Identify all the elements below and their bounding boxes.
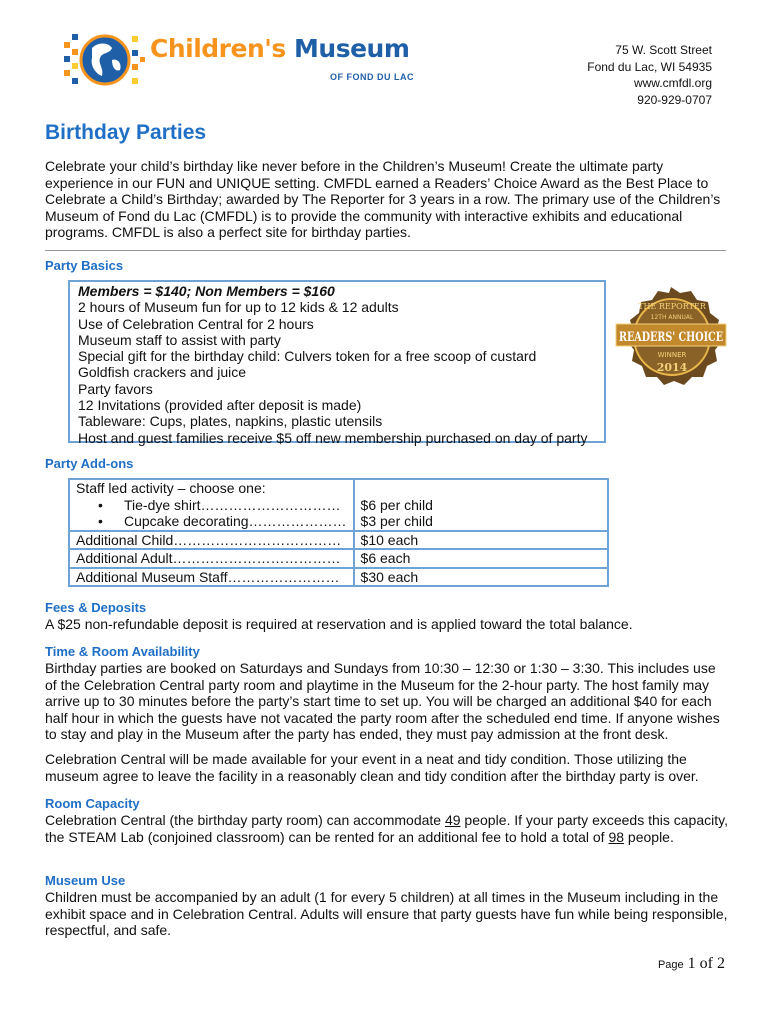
party-addons-table (68, 478, 609, 587)
tie-dye-price: $6 per child (360, 496, 433, 513)
basics-item: Special gift for the birthday child: Culvers token for a free scoop of custard (78, 348, 537, 365)
addon-price: $6 each (354, 549, 608, 568)
cupcake-option: • Cupcake decorating………………… (76, 513, 347, 530)
section-title-time: Time & Room Availability (45, 644, 200, 659)
time-paragraph-2: Celebration Central will be made available for your event in a neat and tidy condition. Those utilizing the museum agree to leave the facility in a reasonably clean and tidy condition after the birthday party is over. (45, 751, 699, 784)
capacity-paragraph (45, 812, 730, 845)
basics-item: Tableware: Cups, plates, napkins, plastic utensils (78, 413, 383, 430)
capacity-text-1: Celebration Central (the birthday party room) can accommodate (45, 812, 445, 828)
table-row (69, 479, 608, 531)
address-block (587, 42, 712, 108)
addon-price: $10 each (354, 531, 608, 550)
section-title-capacity: Room Capacity (45, 796, 140, 811)
table-row (69, 549, 608, 568)
capacity-text-2: people. If your party exceeds this capacity, the STEAM Lab (conjoined classroom) can be rented for an additional fee to hold a total of (45, 812, 728, 845)
table-cell (354, 479, 608, 531)
section-title-fees: Fees & Deposits (45, 600, 147, 615)
address-website: www.cmfdl.org (633, 76, 712, 90)
section-title-party-basics: Party Basics (45, 258, 124, 273)
basics-item: 12 Invitations (provided after deposit is made) (78, 397, 362, 414)
intro-paragraph: Celebrate your child’s birthday like never before in the Children’s Museum! Create the ultimate party experience in our FUN and UNIQUE setting. CMFDL earned a Readers’ Choice Award as the Best Place to Celebrate a Child’s Birthday; awarded by The Reporter for 3 years in a row. The primary use of the Children’s Museum of Fond du Lac (CMFDL) is to provide the community with interactive exhibits and educational programs. CMFDL is also a perfect site for birthday parties. (45, 158, 721, 241)
badge-winner: WINNER (657, 351, 687, 359)
fees-text: A $25 non-refundable deposit is required at reservation and is applied toward the total balance. (45, 616, 633, 632)
addon-label: Additional Adult……………………………… (69, 549, 354, 568)
cupcake-price: $3 per child (360, 513, 433, 529)
badge-annual: 12TH ANNUAL (650, 314, 694, 321)
logo-subtitle: OF FOND DU LAC (330, 72, 414, 82)
staff-led-label: Staff led activity – choose one: (76, 480, 266, 496)
section-title-party-addons: Party Add-ons (45, 456, 134, 471)
section-title-museum-use: Museum Use (45, 873, 126, 888)
globe-icon (62, 30, 146, 90)
table-row (69, 568, 608, 587)
museum-use-text: Children must be accompanied by an adult (1 for every 5 children) at all times in the Museum including in the exhibit space and in Celebration Central. Adults will ensure that party guests have fun while being responsible, respectful, and safe. (45, 889, 728, 939)
page-footer (658, 955, 725, 973)
capacity-text-3: people. (624, 828, 674, 845)
address-phone: 920-929-0707 (637, 92, 712, 107)
basics-item: Goldfish crackers and juice (78, 364, 247, 381)
basics-item: Party favors (78, 380, 153, 397)
logo-word-museum: Museum (294, 34, 410, 63)
logo-wordmark (150, 34, 409, 63)
badge-year: 2014 (656, 361, 688, 374)
page-title: Birthday Parties (45, 121, 207, 144)
divider (45, 250, 726, 251)
basics-item: Host and guest families receive $5 off new membership purchased on day of party (78, 429, 588, 446)
addon-label: Additional Museum Staff…………………… (69, 568, 354, 587)
tie-dye-option: • Tie-dye shirt………………………… (76, 497, 347, 514)
addon-price: $30 each (354, 568, 608, 587)
spacer (361, 480, 601, 497)
party-basics-box (68, 280, 606, 446)
page-number: 1 of 2 (687, 955, 725, 972)
party-price: Members = $140; Non Members = $160 (78, 283, 335, 299)
table-row (69, 531, 608, 550)
page-word: Page (657, 959, 684, 971)
basics-item: 2 hours of Museum fun for up to 12 kids & 12 adults (78, 299, 399, 316)
basics-item: Use of Celebration Central for 2 hours (78, 315, 314, 332)
logo-word-childrens: Children's (150, 34, 286, 63)
addon-label: Additional Child……………………………… (69, 531, 354, 550)
time-paragraph-1: Birthday parties are booked on Saturdays and Sundays from 10:30 – 12:30 or 1:30 – 3:30. This includes use of the Celebration Central party room and playtime in the Museum for the 2-hour party. The host family may arrive up to 30 minutes before the party’s start time to set up. You will be charged an additional $40 for each half hour in which the guests have not vacated the party room after the scheduled end time. If anyone wishes to stay and play in the Museum after the party has ended, they must pay admission at the front desk. (45, 660, 720, 743)
table-cell (69, 479, 354, 531)
capacity-number-2: 98 (608, 828, 625, 845)
address-street: 75 W. Scott Street (615, 43, 712, 57)
badge-reporter: THE REPORTER (638, 302, 706, 311)
museum-logo (62, 30, 422, 90)
readers-choice-badge (612, 285, 730, 393)
basics-item: Museum staff to assist with party (78, 331, 281, 348)
badge-readers-choice: READERS' CHOICE (619, 330, 724, 345)
capacity-number-1: 49 (444, 812, 461, 828)
address-city: Fond du Lac, WI 54935 (587, 59, 712, 74)
